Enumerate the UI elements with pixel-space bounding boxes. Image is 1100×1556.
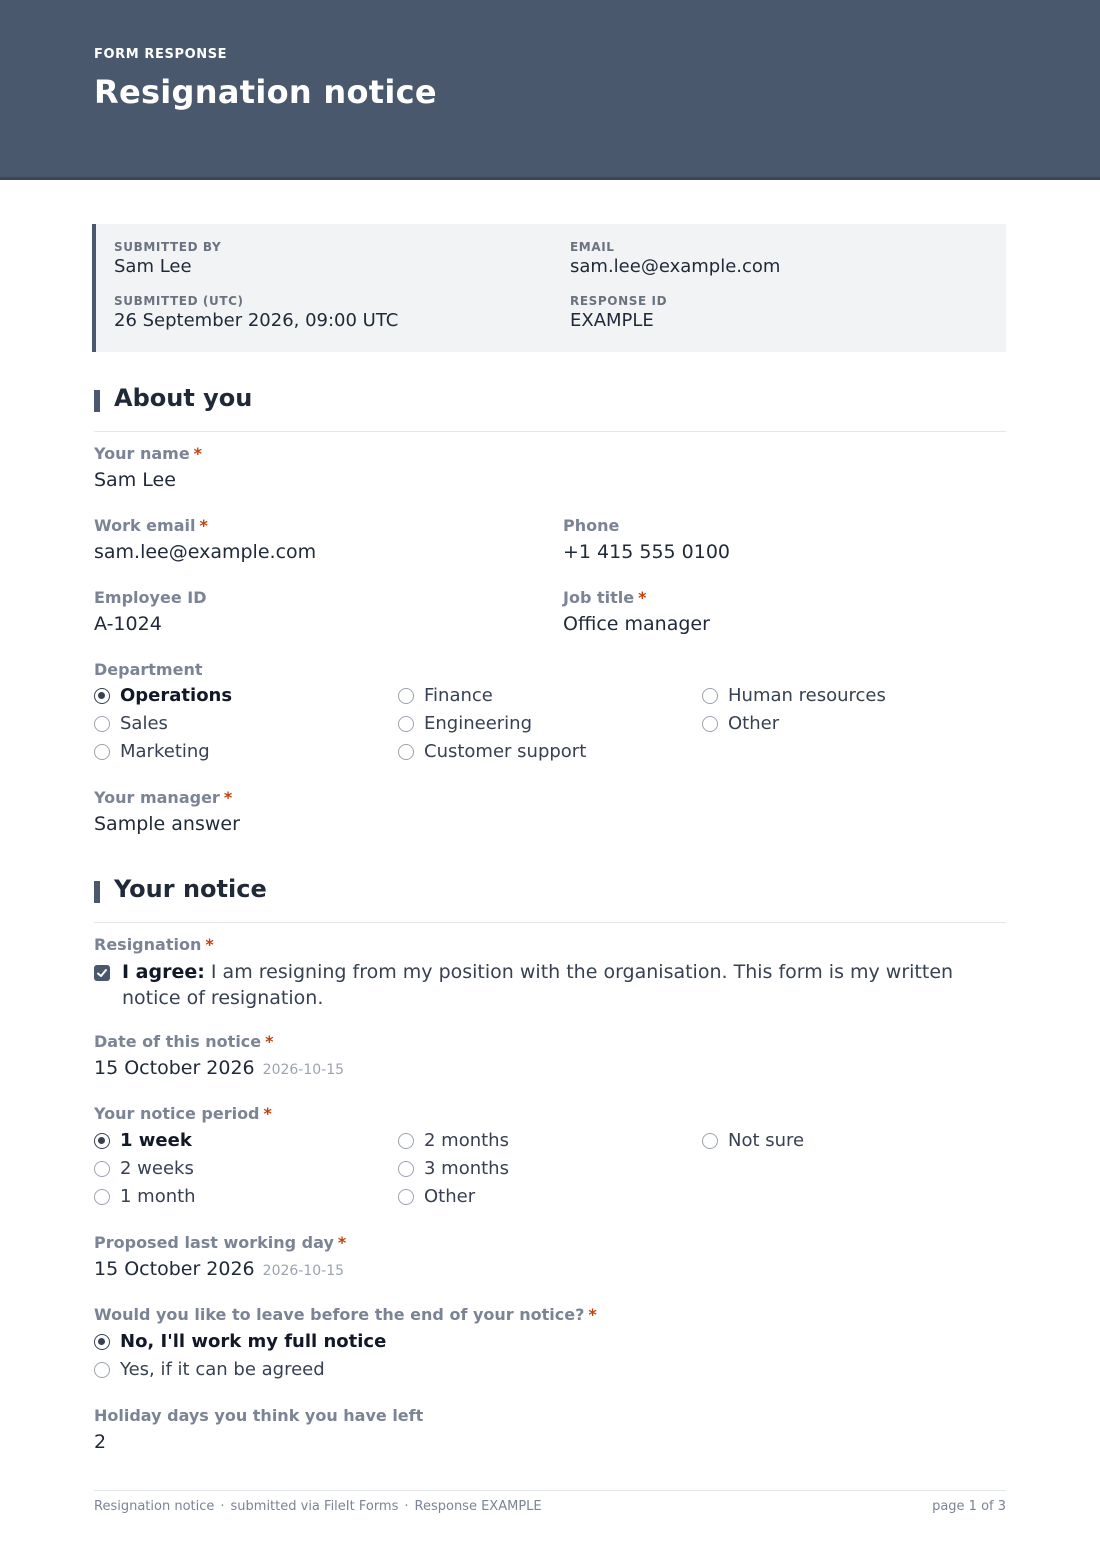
- field-label-text: Your name: [94, 444, 190, 463]
- footer-form-name: Resignation notice: [94, 1499, 215, 1514]
- field-label: [94, 788, 240, 807]
- radio-empty-icon: [702, 1133, 718, 1149]
- field-work-email: [94, 516, 316, 563]
- footer-via: submitted via FileIt Forms: [230, 1499, 399, 1514]
- required-marker: *: [205, 935, 214, 954]
- submitted-utc-label: SUBMITTED (UTC): [114, 294, 244, 308]
- required-marker: *: [337, 1233, 347, 1252]
- field-holiday-days: [94, 1406, 423, 1453]
- field-label-text: Would you like to leave before the end of your notice?: [94, 1305, 585, 1324]
- submitted-utc-cell: [114, 294, 398, 331]
- email-label: EMAIL: [570, 240, 615, 254]
- field-label-text: Your notice period: [94, 1104, 260, 1123]
- section-accent-bar: [94, 881, 100, 903]
- response-id-cell: [570, 294, 667, 331]
- radio-empty-icon: [702, 716, 718, 732]
- footer-response: Response EXAMPLE: [414, 1499, 542, 1514]
- required-marker: *: [588, 1305, 597, 1324]
- field-label: [94, 935, 214, 954]
- date-text: 15 October 2026: [94, 1057, 255, 1079]
- field-label: [94, 1233, 346, 1252]
- field-label-text: Resignation: [94, 935, 202, 954]
- section-accent-bar: [94, 390, 100, 412]
- field-value: Office manager: [563, 613, 710, 635]
- page-title: Resignation notice: [94, 73, 437, 111]
- option-label: Sales: [120, 713, 168, 734]
- option-label: Marketing: [120, 741, 210, 762]
- date-iso: 2026-10-15: [262, 1263, 345, 1279]
- radio-selected-icon: [94, 1334, 110, 1350]
- submitted-utc-value: 26 September 2026, 09:00 UTC: [114, 310, 399, 331]
- footer-separator: ·: [220, 1499, 225, 1514]
- date-text: 15 October 2026: [94, 1258, 255, 1280]
- agree-text: I am resigning from my position with the organisation. This form is my written notice of resignation.: [122, 961, 954, 1009]
- option-label: Engineering: [424, 713, 532, 734]
- radio-empty-icon: [398, 688, 414, 704]
- response-id-value: EXAMPLE: [570, 310, 654, 331]
- radio-empty-icon: [94, 1189, 110, 1205]
- radio-empty-icon: [94, 1362, 110, 1378]
- page-header: [0, 0, 1100, 180]
- date-iso: 2026-10-15: [262, 1062, 345, 1078]
- field-last-working-day: [94, 1233, 346, 1280]
- option-label: Customer support: [424, 741, 587, 762]
- radio-empty-icon: [94, 1161, 110, 1177]
- field-notice-date: [94, 1032, 344, 1079]
- radio-empty-icon: [398, 1161, 414, 1177]
- section-title-about: About you: [114, 384, 253, 412]
- field-value: sam.lee@example.com: [94, 541, 317, 563]
- email-cell: [570, 240, 780, 277]
- option-label: Not sure: [728, 1130, 805, 1151]
- field-label: [94, 516, 316, 535]
- field-value: 2: [94, 1431, 107, 1453]
- field-your-manager: [94, 788, 240, 835]
- field-label: Holiday days you think you have left: [94, 1406, 424, 1425]
- field-value: Sam Lee: [94, 469, 176, 491]
- agree-statement: [122, 959, 982, 1011]
- field-employee-id: [94, 588, 206, 635]
- radio-empty-icon: [94, 716, 110, 732]
- field-job-title: [563, 588, 710, 635]
- option-label: Operations: [120, 685, 233, 706]
- radio-empty-icon: [94, 744, 110, 760]
- required-marker: *: [263, 1104, 272, 1123]
- agree-checkbox-checked-icon[interactable]: [94, 965, 110, 981]
- option-label: 1 week: [120, 1130, 192, 1151]
- radio-selected-icon: [94, 1133, 110, 1149]
- field-label: [563, 588, 710, 607]
- footer-info: [94, 1499, 542, 1514]
- field-notice-period: [94, 1104, 272, 1123]
- option-label: 3 months: [424, 1158, 509, 1179]
- field-value: [94, 1057, 344, 1079]
- field-resignation: [94, 935, 214, 954]
- section-title-notice: Your notice: [114, 875, 267, 903]
- field-department: [94, 660, 202, 679]
- field-label: [94, 1104, 272, 1123]
- radio-empty-icon: [398, 716, 414, 732]
- required-marker: *: [193, 444, 203, 463]
- radio-empty-icon: [398, 1189, 414, 1205]
- field-value: Sample answer: [94, 813, 240, 835]
- option-label: 2 weeks: [120, 1158, 194, 1179]
- form-response-kicker: FORM RESPONSE: [94, 47, 228, 62]
- radio-empty-icon: [398, 744, 414, 760]
- required-marker: *: [265, 1032, 274, 1051]
- field-phone: [563, 516, 730, 563]
- email-value: sam.lee@example.com: [570, 256, 781, 277]
- field-label-text: Your manager: [94, 788, 220, 807]
- option-label: Other: [424, 1186, 476, 1207]
- field-label: Employee ID: [94, 588, 207, 607]
- page-number: page 1 of 3: [932, 1499, 1006, 1514]
- field-value: A-1024: [94, 613, 162, 635]
- field-value: [94, 1258, 346, 1280]
- option-label: 1 month: [120, 1186, 196, 1207]
- field-value: +1 415 555 0100: [563, 541, 731, 563]
- field-label-text: Date of this notice: [94, 1032, 262, 1051]
- submitted-by-cell: [114, 240, 221, 277]
- field-label: [94, 444, 202, 463]
- footer-separator: ·: [404, 1499, 409, 1514]
- submission-meta-panel: [92, 224, 1006, 352]
- option-label: Yes, if it can be agreed: [120, 1359, 325, 1380]
- option-label: No, I'll work my full notice: [120, 1331, 387, 1352]
- field-label: [94, 1032, 344, 1051]
- response-id-label: RESPONSE ID: [570, 294, 668, 308]
- section-heading-about: [94, 384, 1006, 432]
- field-label: [94, 1305, 597, 1324]
- radio-selected-icon: [94, 688, 110, 704]
- submitted-by-label: SUBMITTED BY: [114, 240, 222, 254]
- required-marker: *: [223, 788, 233, 807]
- field-label: Department: [94, 660, 203, 679]
- field-label: Phone: [563, 516, 620, 535]
- page-footer: [94, 1490, 1006, 1520]
- required-marker: *: [638, 588, 647, 607]
- option-label: Human resources: [728, 685, 886, 706]
- option-label: Other: [728, 713, 780, 734]
- field-label-text: Work email: [94, 516, 196, 535]
- option-label: 2 months: [424, 1130, 509, 1151]
- option-label: Finance: [424, 685, 493, 706]
- field-label-text: Proposed last working day: [94, 1233, 334, 1252]
- field-your-name: [94, 444, 202, 491]
- submitted-by-value: Sam Lee: [114, 256, 192, 277]
- field-leave-early: [94, 1305, 597, 1324]
- radio-empty-icon: [398, 1133, 414, 1149]
- section-heading-notice: [94, 875, 1006, 923]
- agree-bold-label: I agree:: [122, 961, 205, 983]
- radio-empty-icon: [702, 688, 718, 704]
- required-marker: *: [199, 516, 208, 535]
- field-label-text: Job title: [563, 588, 635, 607]
